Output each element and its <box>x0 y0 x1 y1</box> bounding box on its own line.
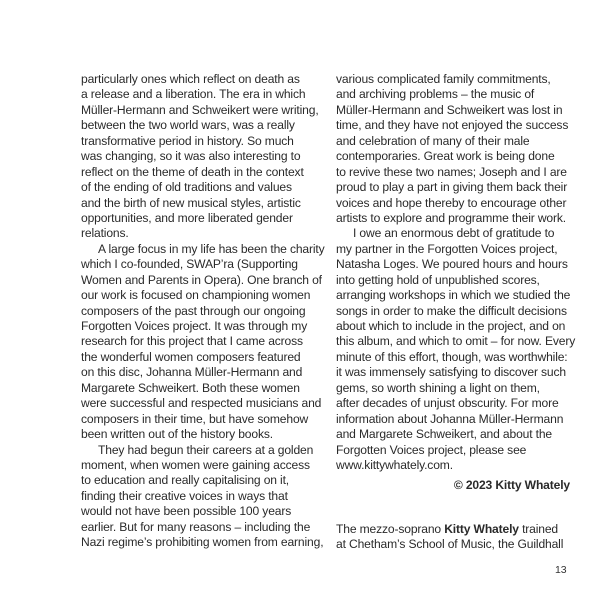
text-line: www.kittywhately.com. <box>336 457 453 472</box>
text-line: about which to include in the project, and on <box>336 319 566 333</box>
text-line: between the two world wars, was a really <box>81 118 295 133</box>
text-line: our work is focused on championing women <box>81 288 311 303</box>
text-line: research for this project that I came across <box>81 334 303 349</box>
copyright-line: © 2023 Kitty Whately <box>453 478 570 493</box>
text-line: Forgotten Voices project, please see <box>336 442 527 457</box>
left-column <box>81 72 325 551</box>
text-line: voices and hope thereby to encourage other <box>336 195 567 210</box>
text-line: which I co-founded, SWAP’ra (Supporting <box>81 257 298 272</box>
text-line: and celebration of many of their male <box>336 133 530 148</box>
text-line: reflect on the theme of death in the context <box>81 164 304 179</box>
text-line: artists to explore and programme their work. <box>336 210 566 225</box>
text-line: Müller-Hermann and Schweikert were writing, <box>81 102 319 117</box>
text-line: on this disc, Johanna Müller-Hermann and <box>81 365 303 380</box>
text-line: composers in their time, but have somehow <box>81 411 309 426</box>
text-line: would not have been possible 100 years <box>81 504 292 519</box>
text-line: Margarete Schweikert. Both these women <box>81 380 300 395</box>
text-line: gems, so worth shining a light on them, <box>336 380 540 395</box>
text-line: a release and a liberation. The era in which <box>81 87 306 102</box>
text-line: Müller-Hermann and Schweikert was lost in <box>336 102 563 117</box>
text-line: composers of the past through our ongoing <box>81 303 306 318</box>
text-line: relations. <box>81 226 129 241</box>
text-line: information about Johanna Müller-Hermann <box>336 411 564 426</box>
text-line: and Margarete Schweikert, and about the <box>336 427 553 442</box>
artist-name: Kitty Whately <box>444 521 519 536</box>
text-line: Nazi regime’s prohibiting women from earning, <box>81 535 324 550</box>
text-line: transformative period in history. So much <box>81 133 294 148</box>
text-line: particularly ones which reflect on death as <box>81 72 300 86</box>
text-line: They had begun their careers at a golden <box>98 442 314 457</box>
text-line: after decades of unjust obscurity. For more <box>336 396 559 411</box>
text-line: my partner in the Forgotten Voices project, <box>336 241 558 256</box>
text-line: A large focus in my life has been the charity <box>98 241 325 256</box>
text-line: minute of this effort, though, was worthwhile: <box>336 349 568 364</box>
text-line: to education and really capitalising on it, <box>81 473 290 488</box>
text-line: it was immensely satisfying to discover such <box>336 365 566 380</box>
text-line: was changing, so it was also interesting to <box>81 149 301 164</box>
text-line: Natasha Loges. We poured hours and hours <box>336 257 568 272</box>
text-line: opportunities, and more liberated gender <box>81 210 293 225</box>
biography <box>336 522 576 553</box>
essay-text <box>336 72 576 473</box>
text-line: I owe an enormous debt of gratitude to <box>353 226 555 241</box>
text-line: earlier. But for many reasons – including the <box>81 519 311 534</box>
text-line: finding their creative voices in ways that <box>81 488 288 503</box>
text-line: Women and Parents in Opera). One branch of <box>81 272 322 287</box>
text-line: various complicated family commitments, <box>336 72 551 86</box>
text-line: time, and they have not enjoyed the success <box>336 118 569 133</box>
text-line: arranging workshops in which we studied the <box>336 288 571 303</box>
page-number: 13 <box>555 564 567 576</box>
text-line: into getting hold of unpublished scores, <box>336 272 540 287</box>
text-line: of the ending of old traditions and values <box>81 180 292 195</box>
text-line: this album, and which to omit – for now. Every <box>336 334 576 349</box>
text-line: contemporaries. Great work is being done <box>336 149 555 164</box>
text-line: the wonderful women composers featured <box>81 349 301 364</box>
text-line: moment, when women were gaining access <box>81 457 310 472</box>
text-line: and the birth of new musical styles, artistic <box>81 195 301 210</box>
text-line: to revive these two names; Joseph and I are <box>336 164 567 179</box>
text-line: proud to play a part in giving them back their <box>336 180 568 195</box>
text-line: songs in order to make the difficult decisions <box>336 303 567 318</box>
bio-line: at Chetham’s School of Music, the Guildhall <box>336 537 564 552</box>
right-column <box>336 72 576 553</box>
text-line: were successful and respected musicians and <box>81 396 322 411</box>
text-line: and archiving problems – the music of <box>336 87 535 102</box>
bio-line: The mezzo-soprano Kitty Whately trained <box>336 521 559 536</box>
text-line: been written out of the history books. <box>81 427 273 442</box>
text-line: Forgotten Voices project. It was through my <box>81 319 308 333</box>
